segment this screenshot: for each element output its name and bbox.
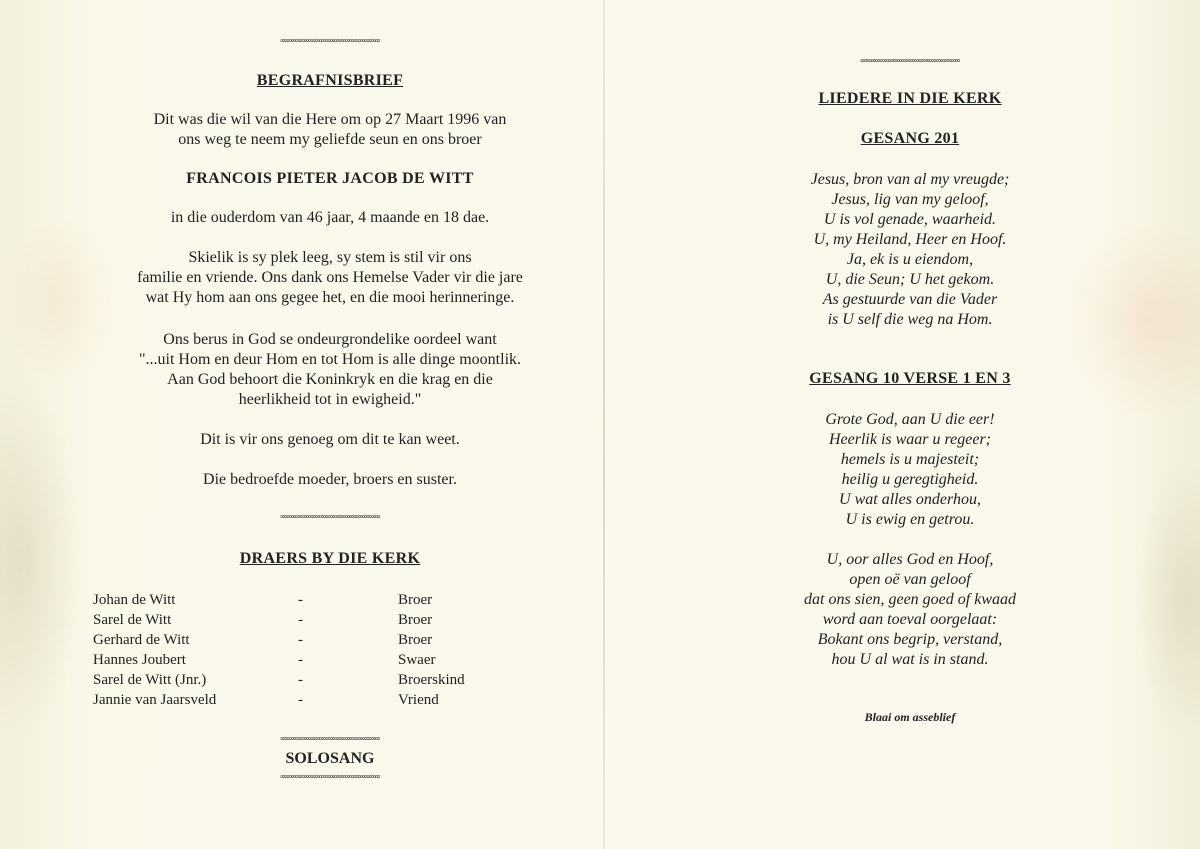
songs-heading: LIEDERE IN DIE KERK	[818, 90, 1002, 107]
solo-heading: SOLOSANG	[285, 750, 375, 767]
ornament-divider: ∞∞∞∞∞∞∞∞∞∞∞∞∞∞∞∞∞∞∞∞∞∞∞	[860, 56, 960, 65]
ornament-divider: ∞∞∞∞∞∞∞∞∞∞∞∞∞∞∞∞∞∞∞∞∞∞∞	[280, 36, 380, 45]
hymn-title: GESANG 201	[860, 130, 960, 147]
center-fold	[603, 0, 605, 849]
intro-paragraph: Dit was die wil van die Here om op 27 Maart 1996 van ons weg te neem my geliefde seun en ons broer	[153, 111, 507, 148]
bearer-row: Hannes Joubert - Swaer	[93, 652, 436, 668]
bearer-row: Jannie van Jaarsveld - Vriend	[93, 692, 439, 708]
ornament-divider: ∞∞∞∞∞∞∞∞∞∞∞∞∞∞∞∞∞∞∞∞∞∞∞	[280, 772, 380, 781]
bearers-heading: DRAERS BY DIE KERK	[239, 550, 421, 567]
ornament-divider: ∞∞∞∞∞∞∞∞∞∞∞∞∞∞∞∞∞∞∞∞∞∞∞	[280, 512, 380, 521]
left-page	[80, 0, 580, 849]
hymn-verse: U, oor alles God en Hoof, open oë van geloof dat ons sien, geen goed of kwaad word aan toeval oorgelaat: Bokant ons begrip, verstand, hou U al wat is in stand.	[804, 551, 1016, 668]
deceased-name: FRANCOIS PIETER JACOB DE WITT	[186, 170, 474, 187]
right-page	[700, 0, 1120, 849]
family-signoff: Die bedroefde moeder, broers en suster.	[203, 471, 457, 488]
faith-paragraph: Ons berus in God se ondeurgrondelike oordeel want "...uit Hom en deur Hom en tot Hom is alle dinge moontlik. Aan God behoort die Koninkryk en die krag en die heerlikheid tot in ewigheid."	[138, 331, 522, 408]
hymn-verse: Jesus, bron van al my vreugde; Jesus, lig van my geloof, U is vol genade, waarheid. U, my Heiland, Heer en Hoof. Ja, ek is u eiendom, U, die Seun; U het gekom. As gestuurde van die Vader is U self die weg na Hom.	[810, 171, 1010, 328]
ornament-divider: ∞∞∞∞∞∞∞∞∞∞∞∞∞∞∞∞∞∞∞∞∞∞∞	[280, 734, 380, 743]
hymn-verse: Grote God, aan U die eer! Heerlik is waar u regeer; hemels is u majesteit; heilig u geregtigheid. U wat alles onderhou, U is ewig en getrou.	[825, 411, 995, 528]
bearer-row: Gerhard de Witt - Broer	[93, 632, 433, 648]
turn-page-note: Blaai om asseblief	[864, 710, 956, 724]
page-title: BEGRAFNISBRIEF	[256, 72, 404, 89]
tribute-paragraph: Skielik is sy plek leeg, sy stem is stil vir ons familie en vriende. Ons dank ons Hemelse Vader vir die jare wat Hy hom aan ons gegee het, en die mooi herinneringe.	[137, 249, 523, 306]
closing-line: Dit is vir ons genoeg om dit te kan weet.	[200, 431, 460, 448]
bearer-row: Sarel de Witt (Jnr.) - Broerskind	[93, 672, 465, 688]
bearer-row: Sarel de Witt - Broer	[93, 612, 433, 628]
bearers-list	[93, 590, 533, 710]
bearer-row: Johan de Witt - Broer	[93, 592, 433, 608]
hymn-title: GESANG 10 VERSE 1 EN 3	[809, 370, 1011, 387]
age-line: in die ouderdom van 46 jaar, 4 maande en 18 dae.	[170, 209, 490, 226]
